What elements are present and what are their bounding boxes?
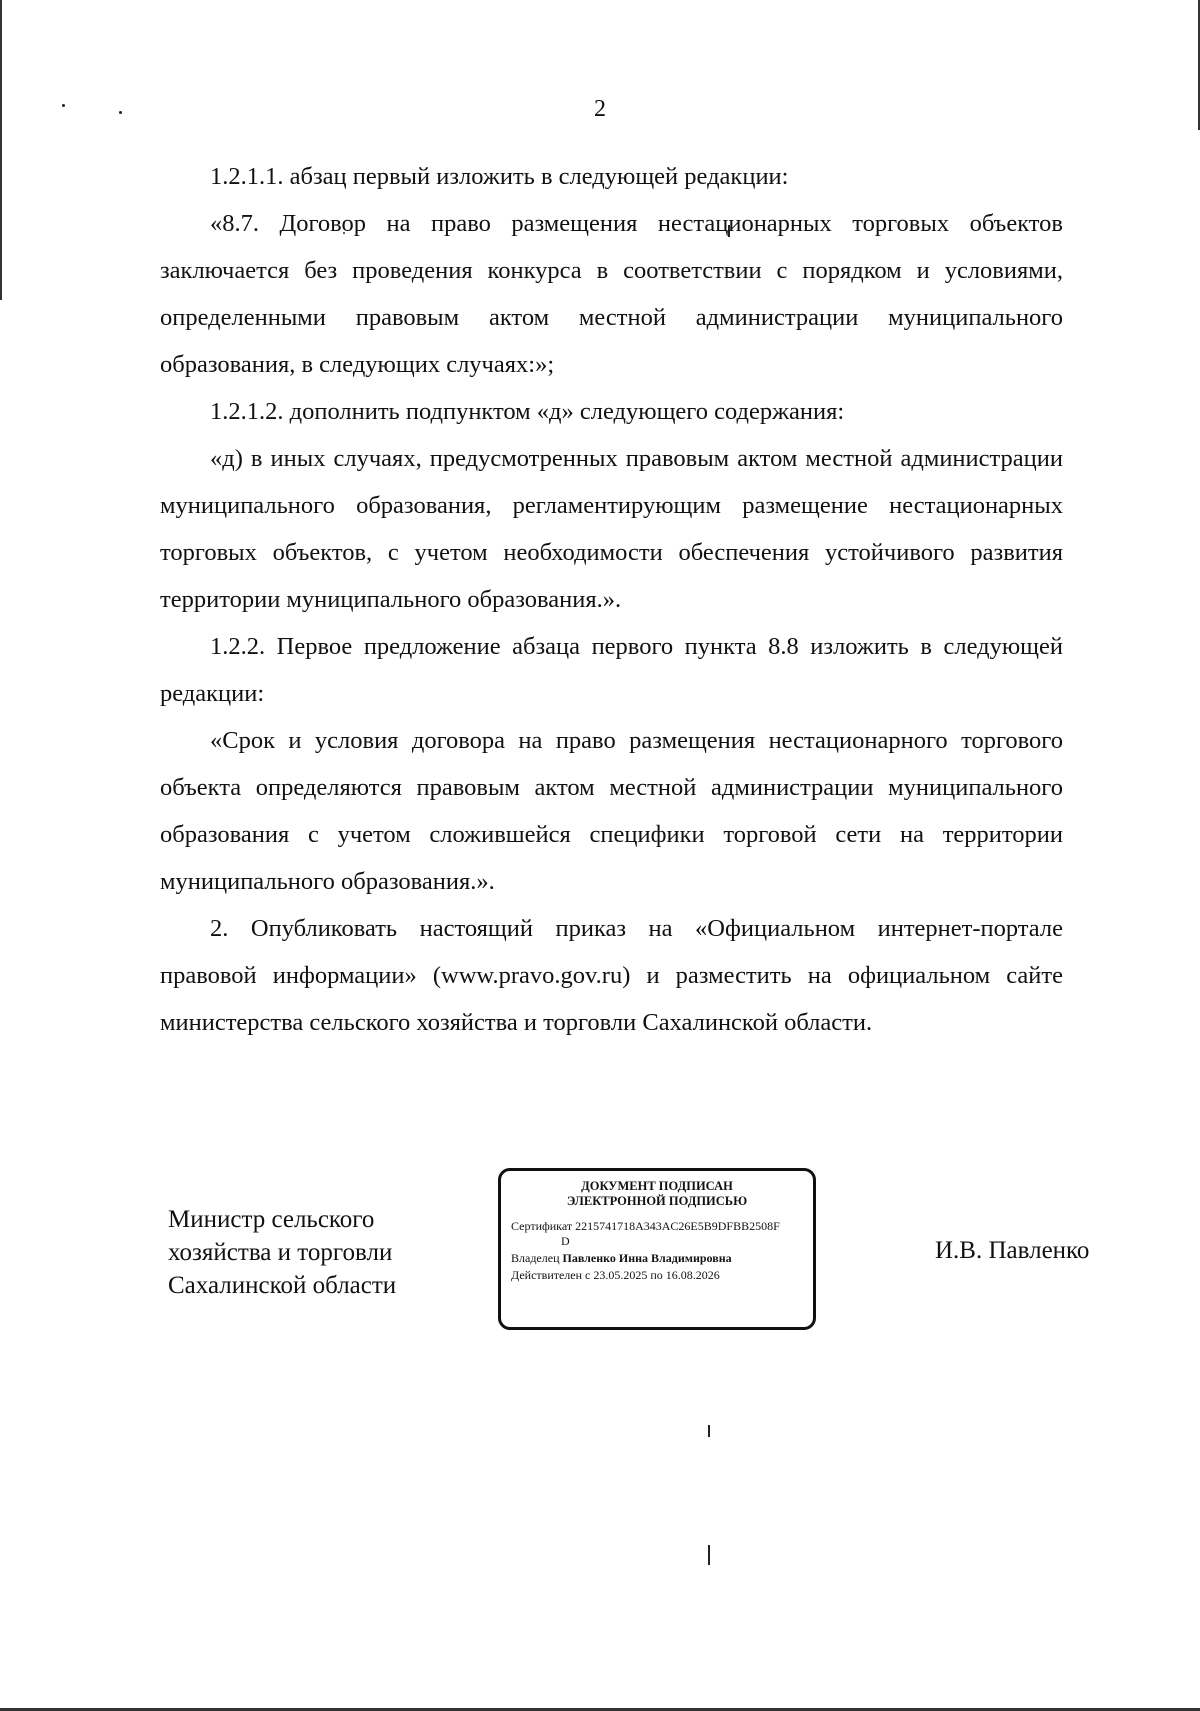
document-body	[160, 153, 1063, 1046]
signatory-position-line: Министр сельского	[168, 1206, 375, 1233]
paragraph: 1.2.1.1. абзац первый изложить в следующей редакции:	[210, 163, 789, 190]
stamp-owner-label: Владелец	[511, 1251, 560, 1265]
paragraph: 2. Опубликовать настоящий приказ на «Официальном интернет-портале правовой информации» (www.pravo.gov.ru) и разместить на официальном сайте министерства сельского хозяйства и торговли Сахалинской области.	[160, 915, 1063, 1036]
scan-speck	[708, 1545, 710, 1565]
stamp-certificate-tail: D	[561, 1234, 570, 1248]
stamp-certificate-value: 2215741718A343AC26E5B9DFBB2508F	[575, 1219, 780, 1233]
stamp-owner	[511, 1251, 803, 1266]
signatory-name: И.В. Павленко	[935, 1237, 1090, 1264]
paragraph: 1.2.2. Первое предложение абзаца первого пункта 8.8 изложить в следующей редакции:	[160, 633, 1063, 707]
scan-edge-left	[0, 0, 2, 300]
paragraph: «д) в иных случаях, предусмотренных правовым актом местной администрации муниципального образования, регламентирующим размещение нестационарных торговых объектов, с учетом необходимости обеспечения устойчивого развития территории муниципального образования.».	[160, 445, 1063, 613]
signatory-position-line: Сахалинской области	[168, 1272, 397, 1299]
paragraph: «Срок и условия договора на право размещения нестационарного торгового объекта определяются правовым актом местной администрации муниципального образования с учетом сложившейся специфики торговой сети на территории муниципального образования.».	[160, 727, 1063, 895]
stamp-owner-value: Павленко Инна Владимировна	[562, 1251, 732, 1265]
paragraph: «8.7. Договор на право размещения нестационарных торговых объектов заключается без проведения конкурса в соответствии с порядком и условиями, определенными правовым актом местной администрации муниципального образования, в следующих случаях:»;	[160, 210, 1063, 378]
stamp-title: ДОКУМЕНТ ПОДПИСАН	[581, 1179, 733, 1193]
electronic-signature-stamp	[498, 1168, 816, 1330]
stamp-certificate-label: Сертификат	[511, 1219, 573, 1233]
signatory-position-line: хозяйства и торговли	[168, 1239, 393, 1266]
page-number: 2	[594, 96, 606, 122]
stamp-certificate	[511, 1219, 803, 1234]
stamp-title: ЭЛЕКТРОННОЙ ПОДПИСЬЮ	[566, 1194, 748, 1208]
scan-speck	[708, 1425, 710, 1437]
paragraph: 1.2.1.2. дополнить подпунктом «д» следующего содержания:	[210, 398, 845, 425]
signatory-position	[168, 1203, 396, 1302]
stamp-validity: Действителен с 23.05.2025 по 16.08.2026	[511, 1268, 720, 1282]
